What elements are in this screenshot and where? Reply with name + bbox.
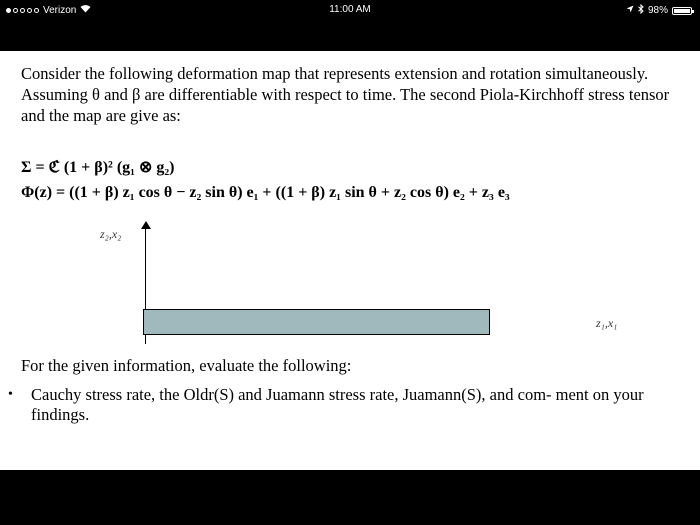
- evaluation-heading: For the given information, evaluate the following:: [21, 356, 352, 375]
- battery-percent: 98%: [647, 5, 668, 16]
- carrier-label: Verizon: [43, 4, 77, 16]
- equation-sigma: Σ = ℭ (1 + β)² (g₁ ⊗ g₂): [21, 159, 175, 176]
- bullet-marker: •: [8, 387, 13, 402]
- location-arrow-icon: [626, 5, 634, 16]
- y-axis-label: z₂,x₂: [100, 227, 122, 241]
- battery-icon: [672, 7, 692, 15]
- document-page: [0, 51, 700, 470]
- y-axis-arrow-icon: [141, 221, 151, 229]
- status-right: [626, 4, 692, 17]
- bullet-item: Cauchy stress rate, the Oldr(S) and Juamann stress rate, Juamann(S), and com- ment on your findings.: [31, 385, 644, 424]
- status-time: 11:00 AM: [329, 4, 371, 15]
- deformation-figure: [100, 221, 660, 351]
- body-rectangle: [143, 309, 490, 335]
- status-bar: [0, 0, 700, 20]
- intro-paragraph: Consider the following deformation map that represents extension and rotation simultaneously. Assuming θ and β are differentiable with respect to time. The second Piola-Kirchhoff stress tensor and the map are give as:: [21, 64, 670, 125]
- bluetooth-icon: [638, 4, 644, 17]
- equation-phi: Φ(z) = ((1 + β) z₁ cos θ − z₂ sin θ) e₁ + ((1 + β) z₁ sin θ + z₂ cos θ) e₂ + z₃ e₃: [21, 184, 510, 201]
- x-axis-label: z₁,x₁: [596, 316, 618, 330]
